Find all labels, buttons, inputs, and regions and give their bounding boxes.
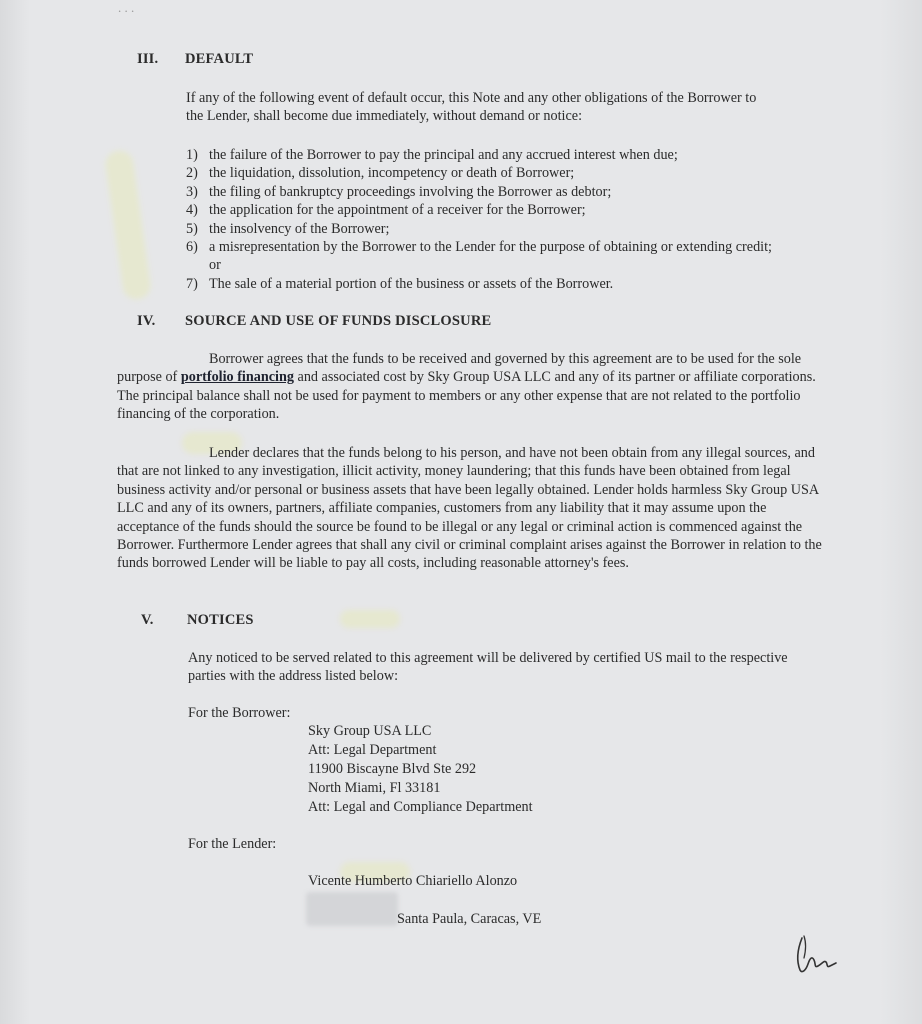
redacted-address-block — [306, 892, 398, 926]
list-item — [186, 275, 806, 293]
page-top-fragment: . . . — [118, 0, 135, 15]
default-events-list — [186, 146, 806, 293]
list-marker: 4) — [186, 202, 198, 219]
section-number: IV. — [137, 313, 156, 329]
section-title: SOURCE AND USE OF FUNDS DISCLOSURE — [185, 313, 492, 329]
list-item-text: the failure of the Borrower to pay the principal and any accrued interest when due; — [209, 147, 678, 163]
funds-use-text-end: and associated cost by Sky Group USA LLC and any of its partner or affiliate corporations. The principal balance shall not be used for payment to members or any other expense that are not related to the portfolio financing of the corporation. — [117, 369, 816, 423]
list-marker: 3) — [186, 183, 198, 200]
list-item — [186, 164, 806, 182]
section-number: III. — [137, 51, 159, 67]
list-item — [186, 146, 806, 164]
borrower-address-line: Att: Legal Department — [308, 742, 437, 758]
list-item — [186, 220, 806, 238]
list-item-text: a misrepresentation by the Borrower to the Lender for the purpose of obtaining or extending credit; or — [209, 239, 772, 274]
default-intro: If any of the following event of default occur, this Note and any other obligations of the Borrower to the Lender, shall become due immediately, without demand or notice: — [186, 90, 757, 125]
notices-intro: Any noticed to be served related to this agreement will be delivered by certified US mail to the respective parties with the address listed below: — [188, 650, 788, 685]
lender-name: Vicente Humberto Chiariello Alonzo — [308, 873, 518, 889]
section-title: NOTICES — [187, 612, 254, 628]
section-number: V. — [141, 612, 154, 628]
list-marker: 6) — [186, 239, 198, 256]
signature-initials-mark — [792, 930, 840, 976]
portfolio-financing-term: portfolio financing — [180, 369, 294, 386]
list-item-text: the application for the appointment of a receiver for the Borrower; — [209, 202, 586, 219]
lender-label: For the Lender: — [188, 836, 277, 852]
borrower-address-line: Att: Legal and Compliance Department — [308, 799, 533, 815]
list-item-text: the liquidation, dissolution, incompetency or death of Borrower; — [209, 165, 575, 182]
list-item — [186, 183, 806, 201]
highlighter-streak — [340, 610, 400, 628]
list-item-text: The sale of a material portion of the business or assets of the Borrower. — [209, 275, 614, 292]
list-marker: 5) — [186, 220, 198, 237]
funds-source-paragraph: Lender declares that the funds belong to his person, and have not been obtain from any illegal sources, and that are not linked to any investigation, illicit activity, money laundering; that this funds have been obtained from legal business activity and/or personal or business assets that have been legally obtained. Lender holds harmless Sky Group USA LLC and any of its owners, partners, affiliate companies, customers from any liability that it may assume upon the acceptance of the funds should the source be found to be illegal or any legal or criminal action is commenced against the Borrower. Furthermore Lender agrees that shall any civil or criminal complaint arises against the Borrower in relation to the funds borrowed Lender will be liable to pay all costs, including reasonable attorney's fees. — [117, 445, 822, 572]
borrower-address-line: 11900 Biscayne Blvd Ste 292 — [308, 761, 477, 777]
section-title: DEFAULT — [185, 51, 254, 67]
list-marker: 7) — [186, 275, 198, 292]
list-item-text: the filing of bankruptcy proceedings involving the Borrower as debtor; — [209, 183, 612, 200]
lender-city: Santa Paula, Caracas, VE — [397, 911, 542, 927]
list-marker: 1) — [186, 147, 198, 163]
list-item-text: the insolvency of the Borrower; — [209, 220, 390, 237]
highlighter-streak — [104, 149, 153, 301]
list-item — [186, 238, 779, 275]
borrower-label: For the Borrower: — [188, 705, 291, 721]
list-item — [186, 201, 806, 219]
borrower-address-line: North Miami, Fl 33181 — [308, 780, 441, 796]
borrower-address-line: Sky Group USA LLC — [308, 723, 432, 739]
list-marker: 2) — [186, 165, 198, 182]
funds-use-paragraph — [117, 350, 825, 424]
funds-use-text-start: Borrower agrees that the funds to be received and governed by this agreement are to be used for the sole purpose of — [117, 351, 802, 386]
